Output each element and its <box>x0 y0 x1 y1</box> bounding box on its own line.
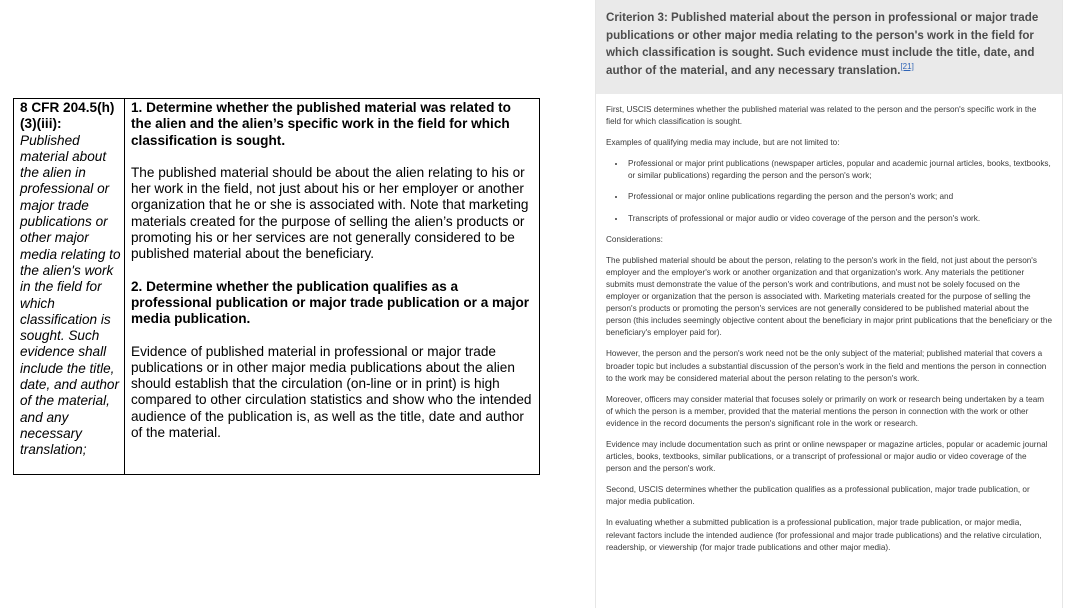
cfr-guidance-cell <box>125 99 539 474</box>
list-item: • Professional or major print publications (newspaper articles, popular and academic journal articles, books, textbooks, or similar publications) regarding the person and the person's work; <box>626 158 1052 182</box>
step2-body: Evidence of published material in professional or major trade publications or in other major media publications about the alien should establish that the circulation (on-line or in print) is high compared to other circulation statistics and show who the intended audience of the publication is, as well as the title, date and author of the material. <box>131 343 532 441</box>
moreover-paragraph: Moreover, officers may consider material that focuses solely or primarily on work or research being undertaken by a team of which the person is a member, provided that the material mentions the person in connection with the work or other evidence in the record documents the person's significant role in the work or research. <box>606 394 1045 428</box>
about-paragraph: The published material should be about the person, relating to the person's work in the field, not just about the person's employer and the employer's work or another organization and that organization's work. Any materials the petitioner submits must demonstrate the value of the person's work and contributions, and must not be solely focused on the employer or organization that the person is associated with. Marketing materials created for the purpose of selling the person's products or promoting the person's services are not generally considered to be published material about the person (this includes seemingly objective content about the beneficiary in major print publications that the beneficiary or the beneficiary's employer paid for). <box>606 255 1053 338</box>
criterion-header <box>596 0 1062 94</box>
cfr-description: Published material about the alien in professional or major trade publications or other major media relating to the alien's work in the field for which classification is sought. Such evidence shall include the title, date, and author of the material, and any necessary translation; <box>20 132 121 458</box>
policy-panel <box>595 0 1063 608</box>
footnote-link[interactable]: [21] <box>900 61 914 71</box>
second-paragraph: Second, USCIS determines whether the publication qualifies as a professional publication, major trade publication, or major media publication. <box>606 485 1030 507</box>
examples-list <box>606 158 1052 224</box>
step1-heading: 1. Determine whether the published material was related to the alien and the alien’s specific work in the field for which classification is sought. <box>131 100 511 148</box>
evaluating-paragraph: In evaluating whether a submitted publication is a professional publication, major trade publication, or major media, relevant factors include the intended audience (for professional and major trade publications) and the relative circulation, readership, or viewership (for major trade publications and other major media). <box>606 518 1042 552</box>
cfr-citation: 8 CFR 204.5(h)(3)(iii): <box>20 100 115 132</box>
cfr-citation-cell <box>14 99 125 474</box>
list-item: • Professional or major online publications regarding the person and the person's work; and <box>626 191 1052 203</box>
step1-body: The published material should be about the alien relating to his or her work in the field, not just about his or her employer or another organization that he or she is associated with. Note that marketing materials created for the purpose of selling the alien’s products or promoting his or her services are not generally considered to be published material about the beneficiary. <box>131 164 529 262</box>
evidence-paragraph: Evidence may include documentation such as print or online newspaper or magazine articles, popular or academic journal articles, books, textbooks, similar publications, or a transcript of professional or major audio or video coverage of the person and the person's work. <box>606 439 1048 474</box>
cfr-table <box>13 98 540 475</box>
considerations-label: Considerations: <box>606 234 663 244</box>
criterion-title: Criterion 3: Published material about the person in professional or major trade publications or other major media relating to the person's work in the field for which classification is sought. Such evidence must include the title, date, and author of the material, and any necessary translation.[21] <box>606 11 1039 77</box>
however-paragraph: However, the person and the person's work need not be the only subject of the material; published material that covers a broader topic but includes a substantial discussion of the person's work in the field and mentions the person in connection to the work may be considered material about the person relating to the person's work. <box>606 349 1047 383</box>
examples-intro: Examples of qualifying media may include, but are not limited to: <box>606 138 840 148</box>
list-item: • Transcripts of professional or major audio or video coverage of the person and the person's work. <box>626 213 1052 225</box>
first-paragraph: First, USCIS determines whether the published material was related to the person and the person's specific work in the field for which classification is sought. <box>606 105 1037 127</box>
policy-body <box>596 94 1062 554</box>
step2-heading: 2. Determine whether the publication qualifies as a professional publication or major trade publication or a major media publication. <box>131 278 530 327</box>
